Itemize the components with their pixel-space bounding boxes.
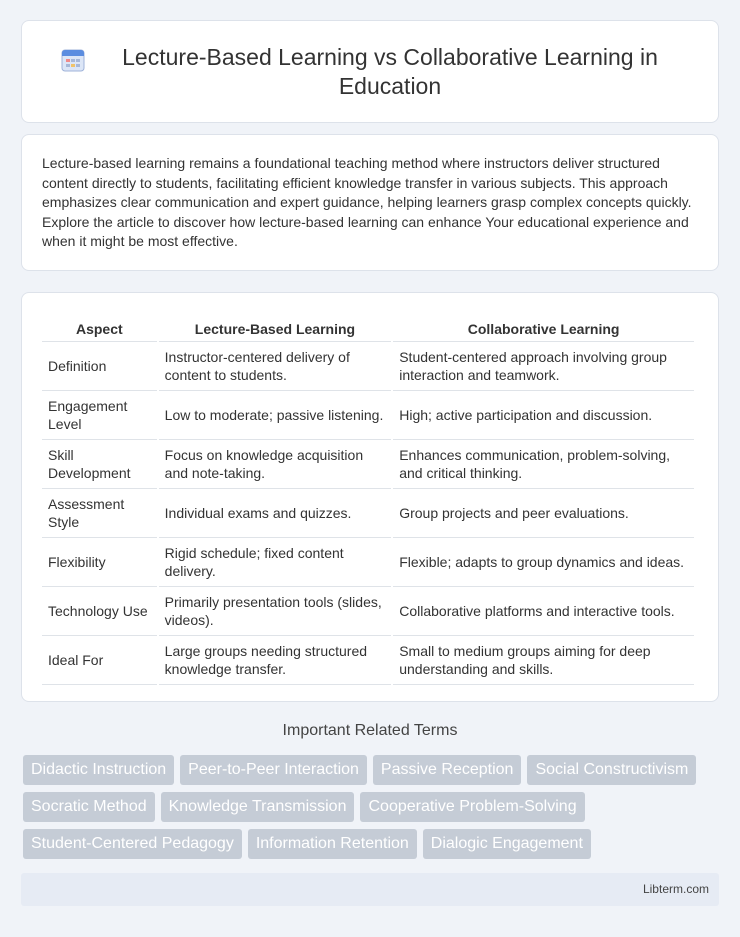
- cell-collaborative: Group projects and peer evaluations.: [393, 489, 694, 538]
- related-term-tag[interactable]: Socratic Method: [23, 792, 155, 822]
- header-lecture: Lecture-Based Learning: [159, 313, 392, 342]
- comparison-card: [21, 292, 719, 702]
- related-terms-list: [23, 755, 723, 866]
- cell-lecture: Primarily presentation tools (slides, videos).: [159, 587, 392, 636]
- cell-aspect: Ideal For: [42, 636, 157, 685]
- cell-collaborative: High; active participation and discussion.: [393, 391, 694, 440]
- header-aspect: Aspect: [42, 313, 157, 342]
- cell-collaborative: Collaborative platforms and interactive tools.: [393, 587, 694, 636]
- cell-collaborative: Enhances communication, problem-solving, and critical thinking.: [393, 440, 694, 489]
- intro-card: [21, 134, 719, 271]
- cell-lecture: Rigid schedule; fixed content delivery.: [159, 538, 392, 587]
- cell-lecture: Low to moderate; passive listening.: [159, 391, 392, 440]
- footer-brand-link[interactable]: Libterm.com: [642, 882, 709, 896]
- cell-aspect: Assessment Style: [42, 489, 157, 538]
- table-row: [42, 440, 694, 489]
- cell-aspect: Engagement Level: [42, 391, 157, 440]
- related-term-tag[interactable]: Passive Reception: [373, 755, 522, 785]
- table-row: [42, 391, 694, 440]
- related-term-tag[interactable]: Student-Centered Pedagogy: [23, 829, 242, 859]
- table-row: [42, 538, 694, 587]
- related-terms-title: Important Related Terms: [282, 722, 458, 739]
- cell-lecture: Large groups needing structured knowledge transfer.: [159, 636, 392, 685]
- calendar-icon: [60, 47, 86, 73]
- cell-lecture: Individual exams and quizzes.: [159, 489, 392, 538]
- table-row: [42, 342, 694, 391]
- title-wrap: [50, 43, 690, 101]
- intro-text: Lecture-based learning remains a foundational teaching method where instructors deliver structured content directly to students, facilitating efficient knowledge transfer in various subjects. This approach emphasizes clear communication and expert guidance, helping learners grasp complex concepts quickly. Explore the article to discover how lecture-based learning can enhance Your educational experience and when it might be most effective.: [42, 155, 692, 250]
- table-row: [42, 636, 694, 685]
- page-title: Lecture-Based Learning vs Collaborative Learning in Education: [122, 43, 658, 99]
- cell-aspect: Technology Use: [42, 587, 157, 636]
- cell-lecture: Instructor-centered delivery of content to students.: [159, 342, 392, 391]
- related-term-tag[interactable]: Social Constructivism: [527, 755, 696, 785]
- table-row: [42, 489, 694, 538]
- cell-aspect: Flexibility: [42, 538, 157, 587]
- table-header-row: [42, 313, 694, 342]
- cell-aspect: Skill Development: [42, 440, 157, 489]
- cell-collaborative: Student-centered approach involving group interaction and teamwork.: [393, 342, 694, 391]
- footer-bar: [21, 873, 719, 906]
- cell-collaborative: Small to medium groups aiming for deep understanding and skills.: [393, 636, 694, 685]
- related-term-tag[interactable]: Peer-to-Peer Interaction: [180, 755, 367, 785]
- cell-collaborative: Flexible; adapts to group dynamics and ideas.: [393, 538, 694, 587]
- cell-aspect: Definition: [42, 342, 157, 391]
- header-collaborative: Collaborative Learning: [393, 313, 694, 342]
- related-term-tag[interactable]: Information Retention: [248, 829, 417, 859]
- header-card: [21, 20, 719, 123]
- related-term-tag[interactable]: Cooperative Problem-Solving: [360, 792, 584, 822]
- table-row: [42, 587, 694, 636]
- related-term-tag[interactable]: Didactic Instruction: [23, 755, 174, 785]
- cell-lecture: Focus on knowledge acquisition and note-taking.: [159, 440, 392, 489]
- comparison-table: [40, 313, 696, 685]
- related-term-tag[interactable]: Dialogic Engagement: [423, 829, 591, 859]
- related-term-tag[interactable]: Knowledge Transmission: [161, 792, 355, 822]
